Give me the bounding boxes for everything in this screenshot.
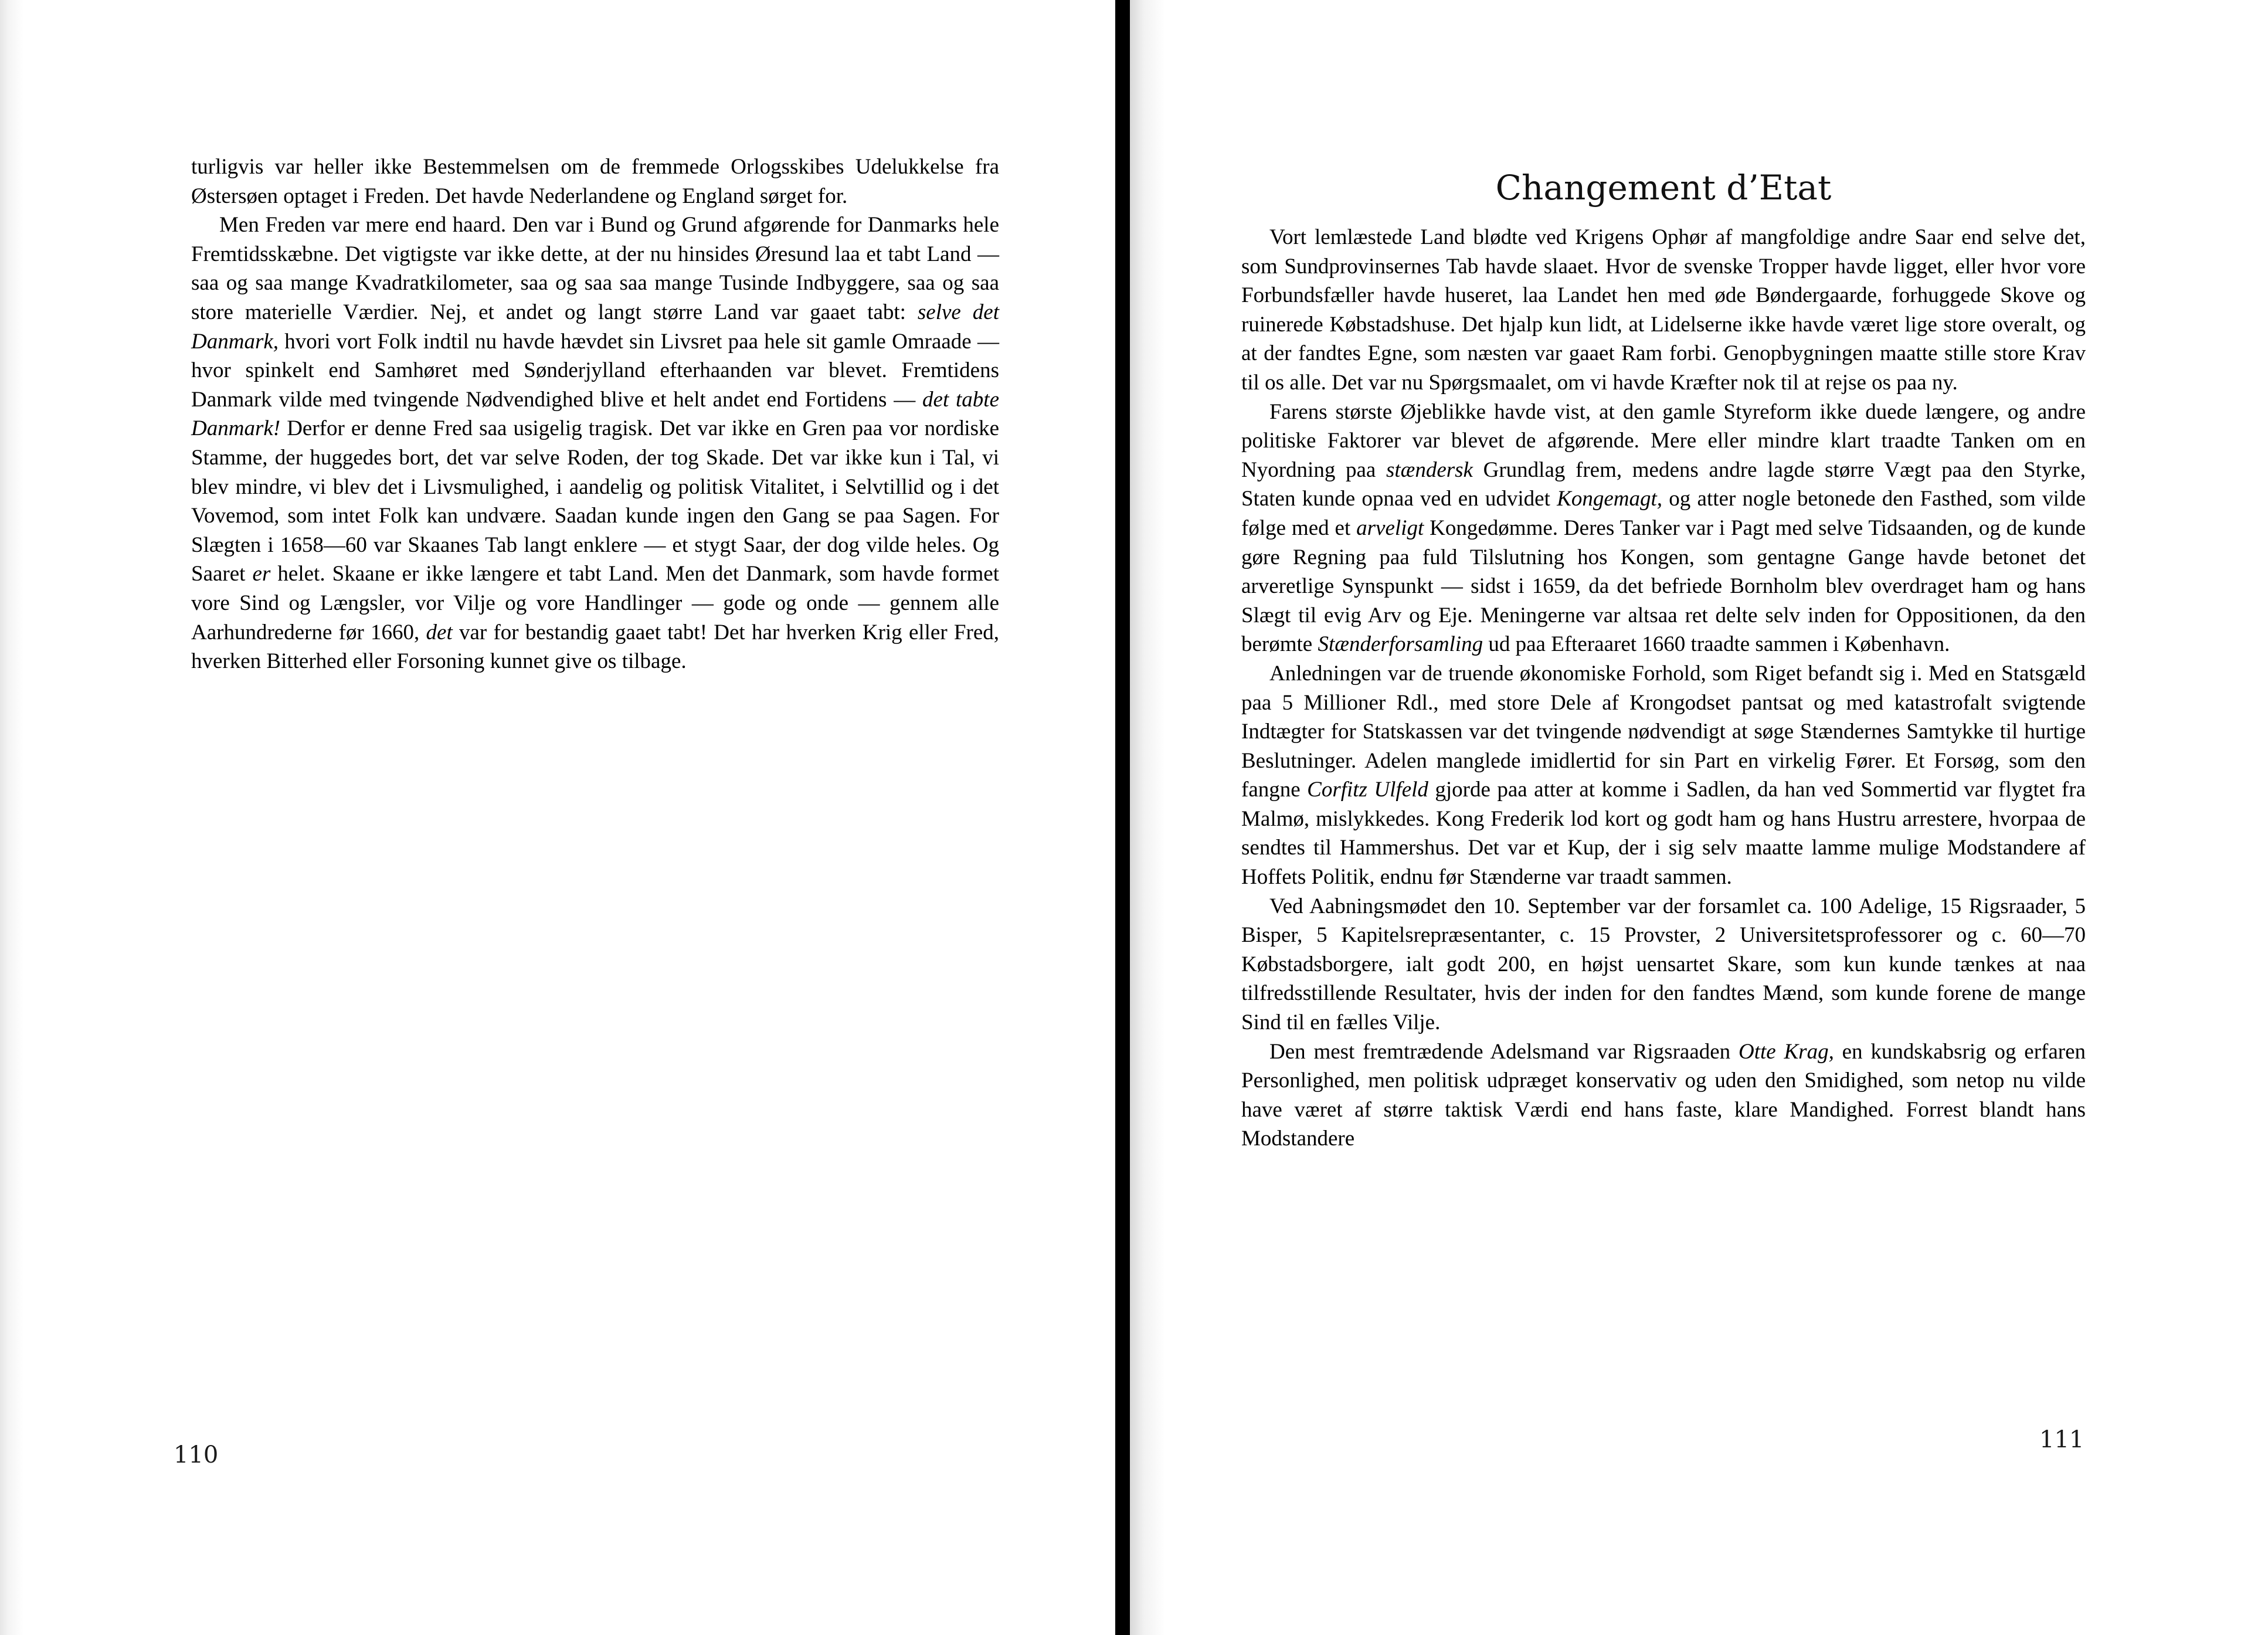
text-run: og atter nogle betonede den Fasthed, som vilde følge med et bbox=[1241, 487, 2086, 540]
page-number-right: 111 bbox=[2039, 1426, 2084, 1453]
italic-text: er bbox=[252, 562, 271, 586]
text-run: Den mest fremtrædende Adelsmand var Rigsraaden bbox=[1269, 1039, 1739, 1064]
paragraph bbox=[191, 211, 999, 676]
paragraph bbox=[1241, 659, 2086, 892]
text-run: Anledningen var de truende økonomiske Forhold, som Riget befandt sig i. Med en Statsgæld paa 5 Millioner Rdl., med store Dele af Krongodset pantsat og med katastrofalt svigtende Indtægter for Statskassen var det tvingende nødvendigt at søge Stændernes Samtykke til hurtige Beslutninger. Adelen manglede imidlertid for sin Part en virkelig Fører. Et Forsøg, som den fangne bbox=[1241, 661, 2086, 802]
text-run: Kongedømme. Deres Tanker var i Pagt med selve Tidsaanden, og de kunde gøre Regning paa fuld Tilslutning hos Kongen, som gentagne Gange havde betonet det arveretlige Synspunkt — sidst i 1659, da det befriede Bornholm blev overdraget ham og hans Slægt til evig Arv og Eje. Meningerne var altsaa ret delte selv inden for Oppositionen, da den berømte bbox=[1241, 515, 2086, 657]
left-page-body bbox=[191, 152, 999, 676]
paragraph bbox=[1241, 398, 2086, 659]
italic-text: selve det Danmark, bbox=[191, 300, 999, 354]
italic-text: Stænderforsamling bbox=[1318, 632, 1483, 657]
chapter-title: Changement d’Etat bbox=[1495, 168, 1832, 208]
text-run: hvori vort Folk indtil nu havde hævdet sin Livsret paa hele sit gamle Omraade — hvor spinkelt end Samhøret med Sønderjylland efterhaanden var blevet. Fremtidens Danmark vilde med tvingende Nødvendighed blive et helt andet end Fortidens — bbox=[191, 329, 999, 412]
paragraph bbox=[191, 152, 999, 211]
text-run: gjorde paa atter at komme i Sadlen, da han ved Sommertid var flygtet fra Malmø, mislykkedes. Kong Frederik lod kort og godt ham og hans Hustru arrestere, hvorpaa de sendtes til Hammershus. Det var et Kup, der i sig selv maatte lamme mulige Modstandere af Hoffets Politik, endnu før Stænderne var traadt sammen. bbox=[1241, 778, 2086, 890]
italic-text: stændersk bbox=[1386, 457, 1473, 482]
text-run: Men Freden var mere end haard. Den var i Bund og Grund afgørende for Danmarks hele Fremtidsskæbne. Det vigtigste var ikke dette, at der nu hinsides Øresund laa et tabt Land — saa og saa mange Kvadratkilometer, saa og saa saa mange Tusinde Indbyggere, saa og saa store materielle Værdier. Nej, et andet og langt større Land var gaaet tabt: bbox=[191, 213, 999, 324]
text-run: ud paa Efteraaret 1660 traadte sammen i København. bbox=[1483, 632, 1950, 657]
paragraph bbox=[1241, 1037, 2086, 1154]
italic-text: det tabte Danmark! bbox=[191, 387, 1000, 441]
text-run: Vort lemlæstede Land blødte ved Krigens Ophør af mangfoldige andre Saar end selve det, som Sundprovinsernes Tab havde slaaet. Hvor de svenske Tropper havde ligget, eller hvor vore Forbundsfæller havde huseret, laa Landet hen med øde Bøndergaarde, forhuggede Skove og ruinerede Købstadshuse. Det hjalp kun lidt, at Lidelserne ikke havde været lige store overalt, og at der fandtes Egne, som næsten var gaaet Ram forbi. Genopbygningen maatte stille store Krav til os alle. Det var nu Spørgsmaalet, om vi havde Kræfter nok til at rejse os paa ny. bbox=[1241, 225, 2086, 395]
italic-text: Kongemagt, bbox=[1557, 487, 1662, 511]
italic-text: Otte Krag, bbox=[1738, 1039, 1834, 1064]
text-run: turligvis var heller ikke Bestemmelsen om de fremmede Orlogsskibes Udelukkelse fra Østersøen optaget i Freden. Det havde Nederlandene og England sørget for. bbox=[191, 155, 999, 208]
italic-text: det bbox=[426, 620, 453, 644]
text-run: var for bestandig gaaet tabt! Det har hverken Krig eller Fred, hverken Bitterhed eller Forsoning kunnet give os tilbage. bbox=[191, 620, 999, 674]
italic-text: Corfitz Ulfeld bbox=[1307, 778, 1428, 802]
text-run: helet. Skaane er ikke længere et tabt Land. Men det Danmark, som havde formet vore Sind og Længsler, vor Vilje og vore Handlinger — gode og onde — gennem alle Aarhundrederne før 1660, bbox=[191, 562, 999, 644]
right-page-body bbox=[1241, 223, 2086, 1154]
italic-text: arveligt bbox=[1356, 515, 1424, 540]
text-run: Derfor er denne Fred saa usigelig tragisk. Det var ikke en Gren paa vor nordiske Stamme, der huggedes bort, det var selve Roden, der tog Skade. Det var ikke kun i Tal, vi blev mindre, vi blev det i Livsmulighed, i aandelig og politisk Vitalitet, i Selvtillid og i det Vovemod, som intet Folk kan undvære. Saadan kunde ingen den Gang se paa Sagen. For Slægten i 1658—60 var Skaanes Tab langt enklere — et stygt Saar, der dog vilde heles. Og Saaret bbox=[191, 416, 999, 586]
paragraph bbox=[1241, 223, 2086, 398]
text-run: Ved Aabningsmødet den 10. September var der forsamlet ca. 100 Adelige, 15 Rigsraader, 5 Bisper, 5 Kapitelsrepræsentanter, c. 15 Provster, 2 Universitetsprofessorer og c. 60—70 Købstadsborgere, ialt godt 200, en højst uensartet Skare, som kun kunde tænkes at naa tilfredsstillende Resultater, hvis der inden for den fandtes Mænd, som kunde forene de mange Sind til en fælles Vilje. bbox=[1241, 894, 2086, 1035]
text-run: Grundlag frem, medens andre lagde større Vægt paa den Styrke, Staten kunde opnaa ved en udvidet bbox=[1241, 457, 2086, 511]
paragraph bbox=[1241, 892, 2086, 1037]
text-run: en kundskabsrig og erfaren Personlighed, men politisk udpræget konservativ og uden den Smidighed, som netop nu vilde have været af større taktisk Værdi end hans faste, klare Mandighed. Forrest blandt hans Modstandere bbox=[1241, 1039, 2086, 1151]
page-number-left: 110 bbox=[174, 1441, 219, 1468]
text-run: Farens største Øjeblikke havde vist, at den gamle Styreform ikke duede længere, og andre politiske Faktorer var blevet de afgørende. Mere eller mindre klart traadte Tanken om en Nyordning paa bbox=[1241, 399, 2086, 482]
